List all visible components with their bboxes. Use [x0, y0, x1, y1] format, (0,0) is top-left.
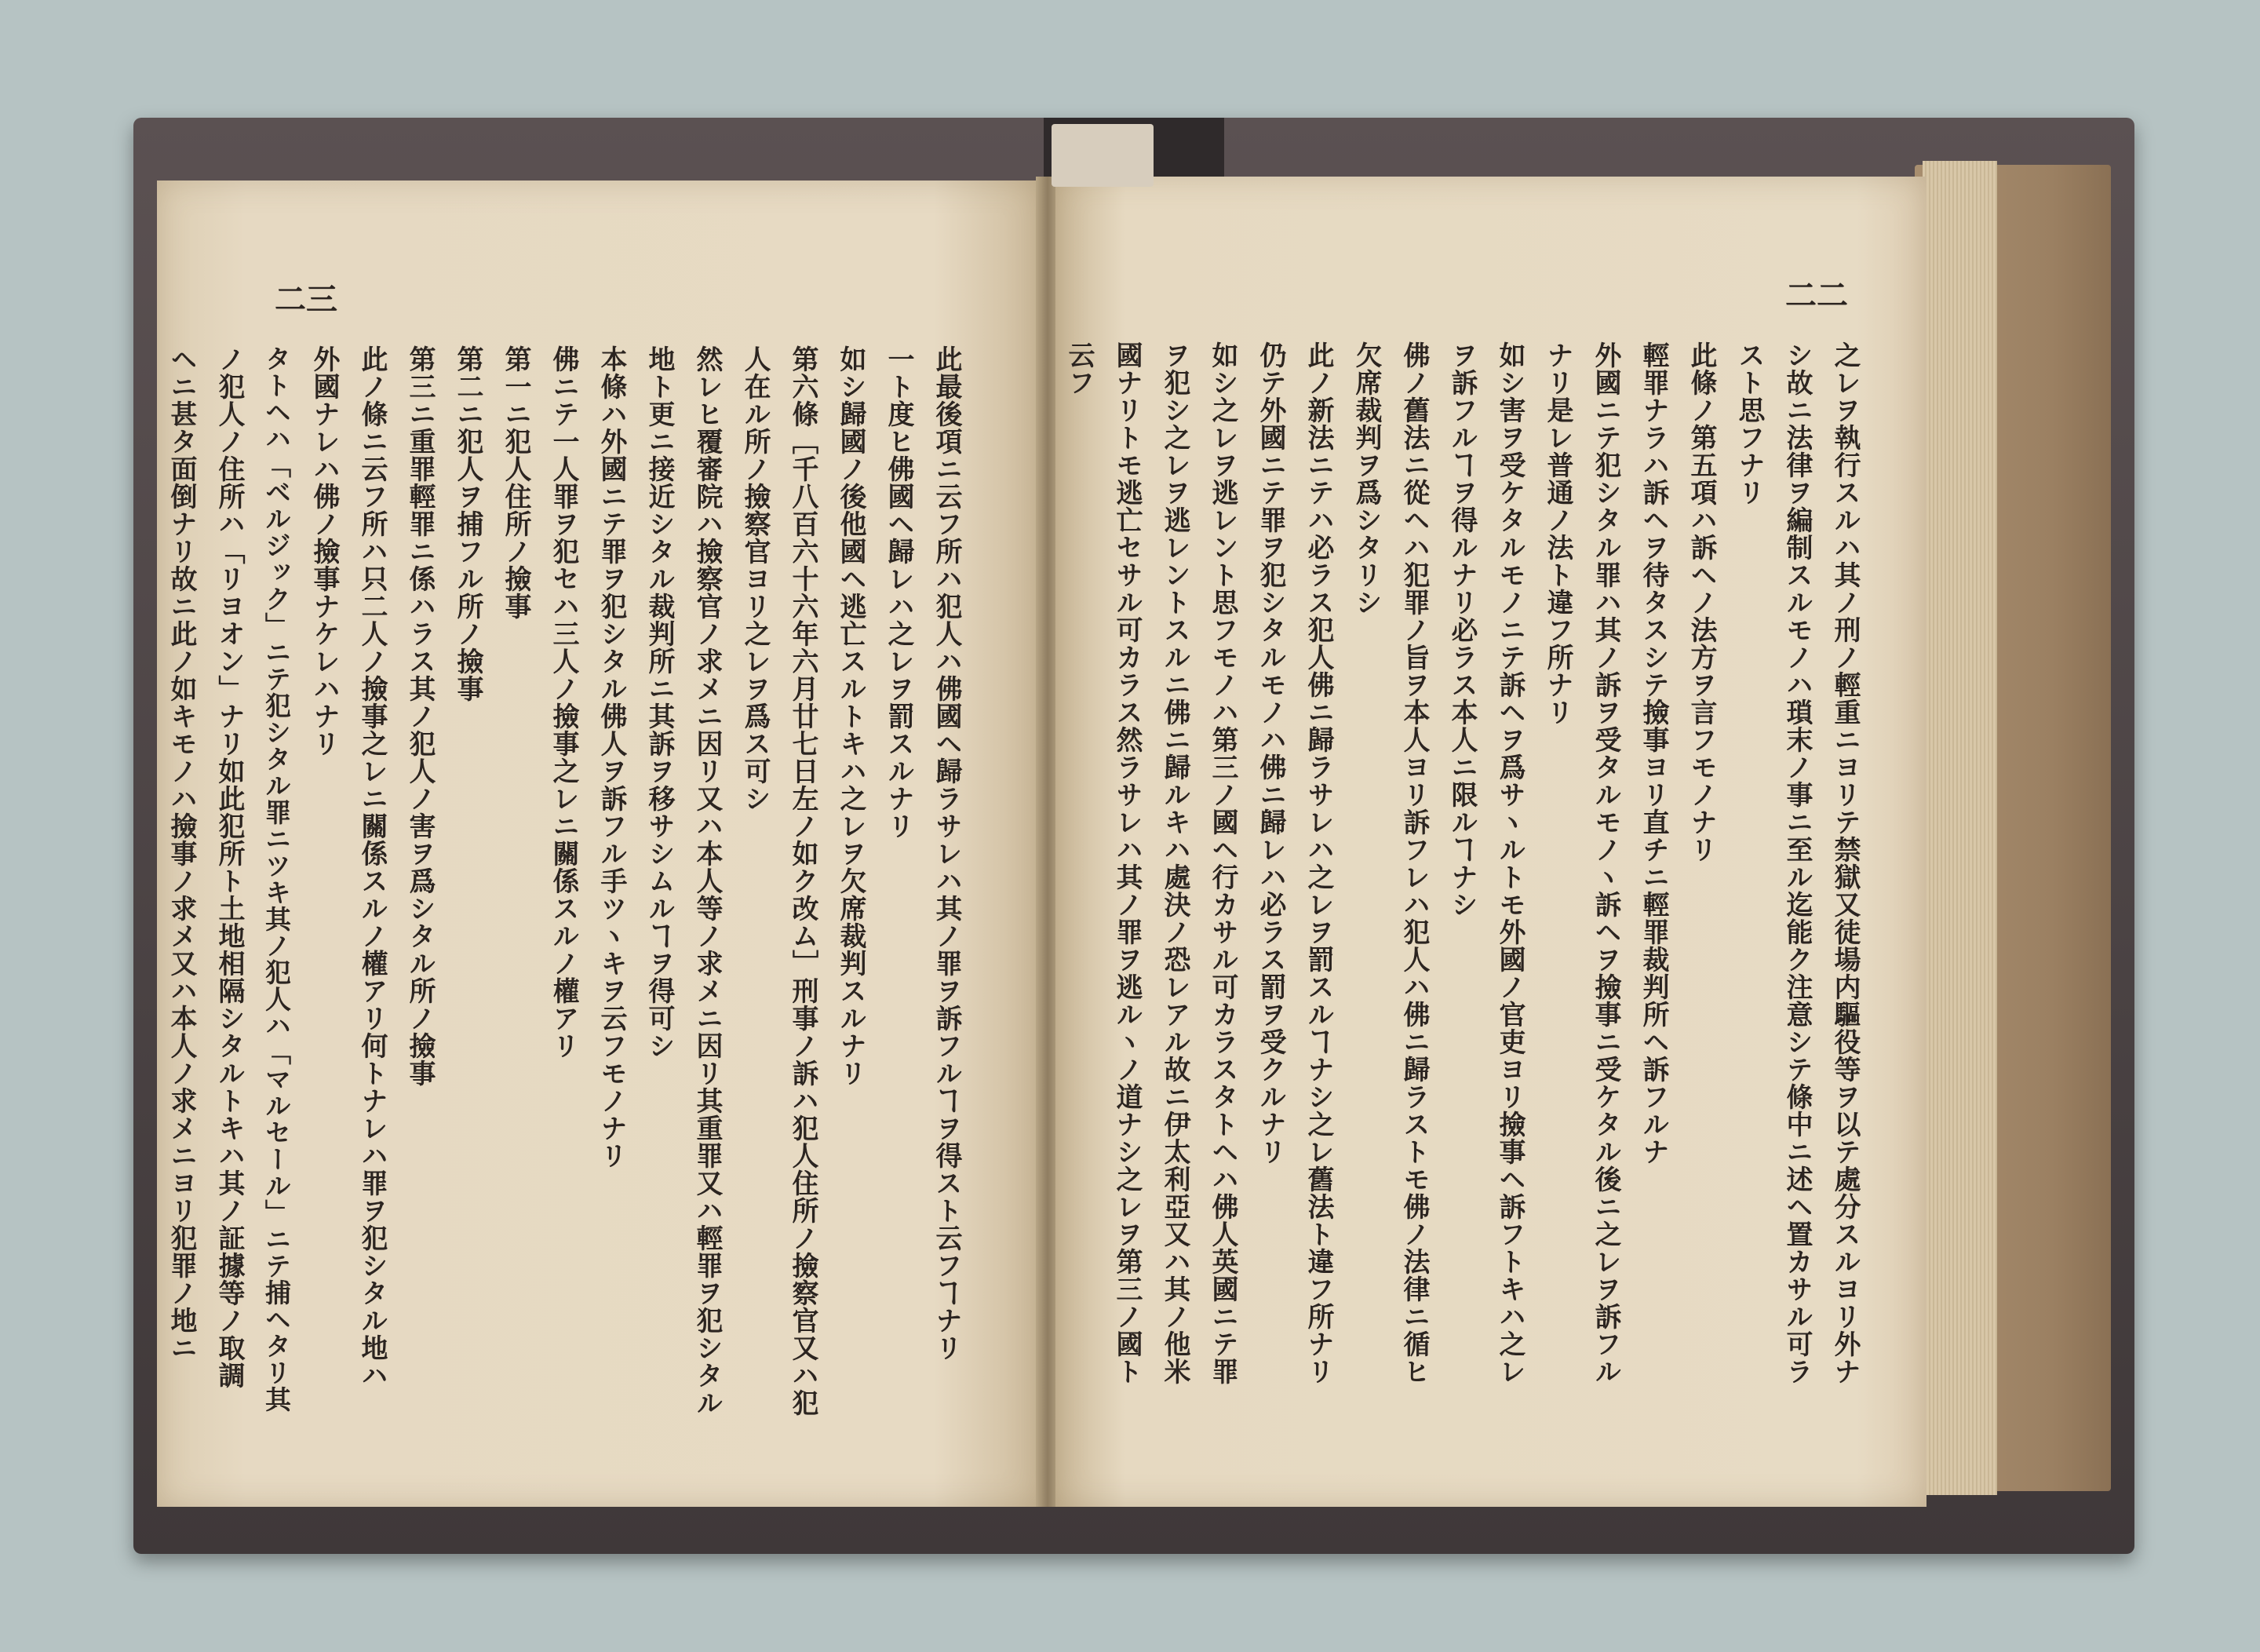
text-column: 本條ハ外國ニテ罪ヲ犯シタル佛人ヲ訴フル手ツヽキヲ云フモノナリ [596, 345, 627, 1169]
text-column: 第二ニ犯人ヲ捕フル所ノ撿事 [452, 345, 483, 702]
text-column: 如シ之レヲ逃レント思フモノハ第三ノ國ヘ行カサル可カラスタトヘハ佛人英國ニテ罪 [1207, 341, 1238, 1385]
text-column: 佛ノ舊法ニ從ヘハ犯罪ノ旨ヲ本人ヨリ訴フレハ犯人ハ佛ニ歸ラストモ佛ノ法律ニ循ヒ [1398, 341, 1430, 1385]
text-column: 佛ニテ一人罪ヲ犯セハ三人ノ撿事之レニ關係スルノ權アリ [548, 345, 579, 1059]
text-column: ノ犯人ノ住所ハ「リヨオン」ナリ如此犯所ト土地相隔シタルトキハ其ノ証據等ノ取調 [213, 345, 245, 1389]
text-column: 地ト更ニ接近シタル裁判所ニ其訴ヲ移サシムルヿヲ得可シ [643, 345, 675, 1059]
text-column: ナリ是レ普通ノ法ト違フ所ナリ [1542, 341, 1573, 726]
text-column: スト思フナリ [1733, 341, 1765, 506]
text-column: 云フ [1063, 341, 1095, 396]
text-column: 如シ害ヲ受ケタルモノニテ訴ヘヲ爲サヽルトモ外國ノ官吏ヨリ撿事ヘ訴フトキハ之レ [1494, 341, 1526, 1385]
text-column: タトヘハ「ベルジック」ニテ犯シタル罪ニツキ其ノ犯人ハ「マルセール」ニテ捕ヘタリ其 [261, 345, 292, 1413]
text-column: 此條ノ第五項ハ訴ヘノ法方ヲ言フモノナリ [1686, 341, 1717, 863]
text-column: 外國ニテ犯シタル罪ハ其ノ訴ヲ受タルモノヽ訴ヘヲ撿事ニ受ケタル後ニ之レヲ訴フル [1590, 341, 1621, 1385]
text-column: 國ナリトモ逃亡セサル可カラス然ラサレハ其ノ罪ヲ逃ルヽノ道ナシ之レヲ第三ノ國ト [1111, 341, 1143, 1385]
text-column: 外國ナレハ佛ノ撿事ナケレハナリ [308, 345, 340, 757]
text-column: ヲ犯シ之レヲ逃レントスルニ佛ニ歸ルキハ處決ノ恐レアル故ニ伊太利亞又ハ其ノ他米 [1159, 341, 1190, 1385]
text-column: 第六條［千八百六十六年六月廿七日左ノ如ク改ム］刑事ノ訴ハ犯人住所ノ撿察官又ハ犯 [787, 345, 818, 1417]
text-column: 之レヲ執行スルハ其ノ刑ノ輕重ニヨリテ禁獄又徒場内驅役等ヲ以テ處分スルヨリ外ナ [1829, 341, 1861, 1385]
text-column: 一ト度ヒ佛國ヘ歸レハ之レヲ罰スルナリ [883, 345, 914, 840]
text-column: 此ノ條ニ云フ所ハ只二人ノ撿事之レニ關係スルノ權アリ何トナレハ罪ヲ犯シタル地ハ [356, 345, 388, 1389]
text-column: 第三ニ重罪輕罪ニ係ハラス其ノ犯人ノ害ヲ爲シタル所ノ撿事 [404, 345, 436, 1087]
text-column: ヘニ甚タ面倒ナリ故ニ此ノ如キモノハ撿事ノ求メ又ハ本人ノ求メニヨリ犯罪ノ地ニ [166, 345, 197, 1362]
text-column: 人在ル所ノ撿察官ヨリ之レヲ爲ス可シ [739, 345, 771, 812]
left-page-text [157, 345, 965, 1420]
text-column: ヲ訴フルヿヲ得ルナリ必ラス本人ニ限ルヿナシ [1446, 341, 1478, 918]
page-number: 二二 [1785, 277, 1848, 314]
text-column: 然レヒ覆審院ハ撿察官ノ求メニ因リ又ハ本人等ノ求メニ因リ其重罪又ハ輕罪ヲ犯シタル [691, 345, 723, 1417]
text-column: 輕罪ナラハ訴ヘヲ待タスシテ撿事ヨリ直チニ輕罪裁判所ヘ訴フルナ [1638, 341, 1669, 1165]
right-page-text [1055, 341, 1864, 1420]
text-column: シ故ニ法律ヲ編制スルモノハ瑣末ノ事ニ至ル迄能ク注意シテ條中ニ述ヘ置カサル可ラ [1781, 341, 1813, 1385]
page-edges [1923, 161, 1997, 1495]
text-column: 欠席裁判ヲ爲シタリシ [1351, 341, 1382, 616]
right-page [1055, 177, 1926, 1507]
binding-strap [1052, 124, 1154, 187]
text-column: 此最後項ニ云フ所ハ犯人ハ佛國ヘ歸ラサレハ其ノ罪ヲ訴フルヿヲ得スト云フヿナリ [931, 345, 962, 1362]
text-column: 如シ歸國ノ後他國ヘ逃亡スルトキハ之レヲ欠席裁判スルナリ [835, 345, 866, 1087]
text-column: 此ノ新法ニテハ必ラス犯人佛ニ歸ラサレハ之レヲ罰スルヿナシ之レ舊法ト違フ所ナリ [1303, 341, 1334, 1385]
text-column: 第一ニ犯人住所ノ撿事 [500, 345, 531, 620]
page-number: 二三 [275, 281, 337, 318]
left-page [157, 181, 1040, 1507]
text-column: 仍テ外國ニテ罪ヲ犯シタルモノハ佛ニ歸レハ必ラス罰ヲ受クルナリ [1255, 341, 1286, 1165]
